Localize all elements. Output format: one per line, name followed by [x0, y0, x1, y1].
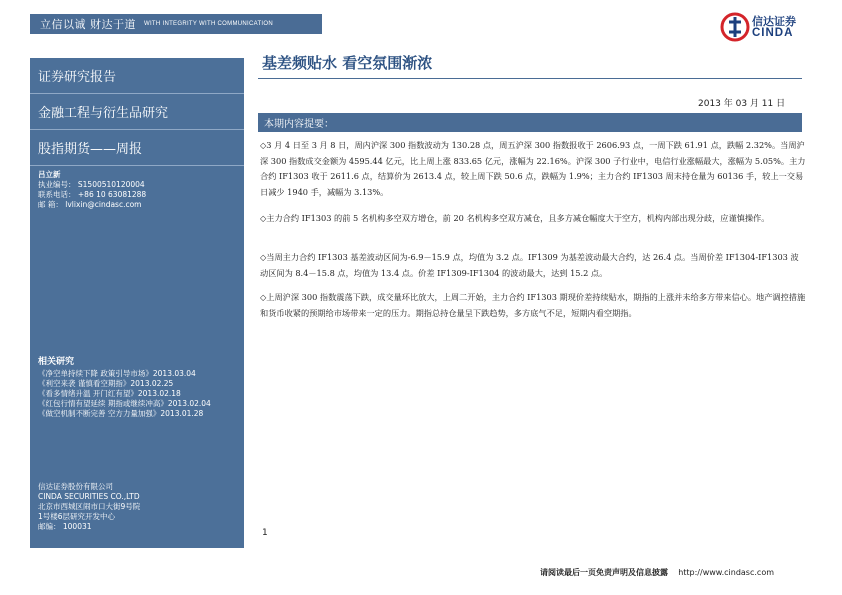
related-research — [30, 354, 211, 419]
report-title: 基差频贴水 看空氛围渐浓 — [262, 54, 433, 72]
company-logo — [720, 12, 810, 42]
summary-paragraph: ◇主力合约 IF1303 的前 5 名机构多空双方增仓，前 20 名机构多空双方减仓，且多方减仓幅度大于空方，机构内部出现分歧，应谨慎操作。 — [260, 213, 770, 223]
company-address-line1: 北京市西城区闹市口大街9号院 — [38, 502, 141, 511]
title-divider — [258, 78, 802, 79]
analyst-info — [30, 170, 146, 210]
summary-label: 本期内容提要： — [264, 119, 334, 130]
footer-disclaimer: 请阅读最后一页免责声明及信息披露 — [540, 568, 668, 577]
report-subcategory: 金融工程与衍生品研究 — [30, 94, 244, 130]
summary-paragraph: ◇3 月 4 日至 3 月 8 日，周内沪深 300 指数波动为 130.28 点，周五沪深 300 指数报收于 2606.93 点，一周下跌 61.91 点，跌幅 2.32%。当周沪深 300 指数成交金额为 4595.44 亿元，比上周上涨 833.65 亿元，涨幅为 22.16%。沪深 300 子行业中，电信行业涨幅最大，涨幅为 5.05%。主力合约 IF1303 收于 2611.6 点，结算价为 2613.4 点，较上周下跌 50.6 点，跌幅为 1.9%；主力合约 IF1303 周末持仓量为 60136 手，较上一交易日减少 1940 手，减幅为 3.13%。 — [260, 140, 806, 197]
analyst-email: 邮 箱： lvlixin@cindasc.com — [38, 200, 142, 209]
company-postcode: 邮编： 100031 — [38, 522, 92, 531]
company-info — [30, 482, 140, 532]
sidebar — [30, 58, 244, 548]
company-name-cn: 信达证券股份有限公司 — [38, 482, 113, 491]
slogan-bar — [30, 14, 322, 34]
related-item: 《做空机制不断完善 空方力量加强》2013.01.28 — [38, 409, 204, 418]
related-item: 《利空来袭 谨慎看空期指》2013.02.25 — [38, 379, 174, 388]
analyst-name: 吕立新 — [38, 170, 61, 179]
footer — [540, 567, 774, 578]
report-date: 2013 年 03 月 11 日 — [698, 99, 786, 109]
summary-header — [258, 113, 802, 132]
slogan-chinese: 立信以诚 财达于道 — [40, 18, 136, 31]
analyst-phone: 联系电话： +86 10 63081288 — [38, 190, 147, 199]
cinda-logo-icon — [720, 12, 750, 42]
summary-paragraph: ◇当周主力合约 IF1303 基差波动区间为-6.9－15.9 点，均值为 3.2 点。IF1309 为基差波动最大合约，达 26.4 点。当周价差 IF1304-IF1303 波动区间为 8.4－15.8 点，均值为 13.4 点。价差 IF1309-IF1304 的波动最大，达到 15.2 点。 — [260, 252, 799, 278]
related-research-title: 相关研究 — [38, 357, 75, 367]
related-item: 《看多情绪升温 开门红有望》2013.02.18 — [38, 389, 181, 398]
summary-paragraph: ◇上周沪深 300 指数震荡下跌，成交量环比放大，上周二开始，主力合约 IF1303 期现价差持续贴水，期指的上涨并未给多方带来信心。地产调控措施和货币收紧的预期给市场带来一定的压力。期指总持仓量呈下跌趋势，多方底气不足，短期内看空期指。 — [260, 292, 806, 318]
page-number: 1 — [262, 528, 268, 538]
company-address-line2: 1号楼6层研究开发中心 — [38, 512, 116, 521]
footer-url[interactable]: http://www.cindasc.com — [678, 568, 774, 577]
logo-chinese: 信达证券 — [752, 15, 796, 28]
company-name-en: CINDA SECURITIES CO.,LTD — [38, 492, 140, 501]
related-item: 《红包行情有望延续 期指或继续冲高》2013.02.04 — [38, 399, 211, 408]
report-category: 证券研究报告 — [30, 58, 244, 94]
analyst-license: 执业编号： S1500510120004 — [38, 180, 145, 189]
logo-english: CINDA — [752, 27, 794, 39]
report-type: 股指期货——周报 — [30, 130, 244, 166]
related-item: 《净空单持续下降 政策引导市场》2013.03.04 — [38, 369, 196, 378]
slogan-english: WITH INTEGRITY WITH COMMUNICATION — [144, 21, 274, 27]
